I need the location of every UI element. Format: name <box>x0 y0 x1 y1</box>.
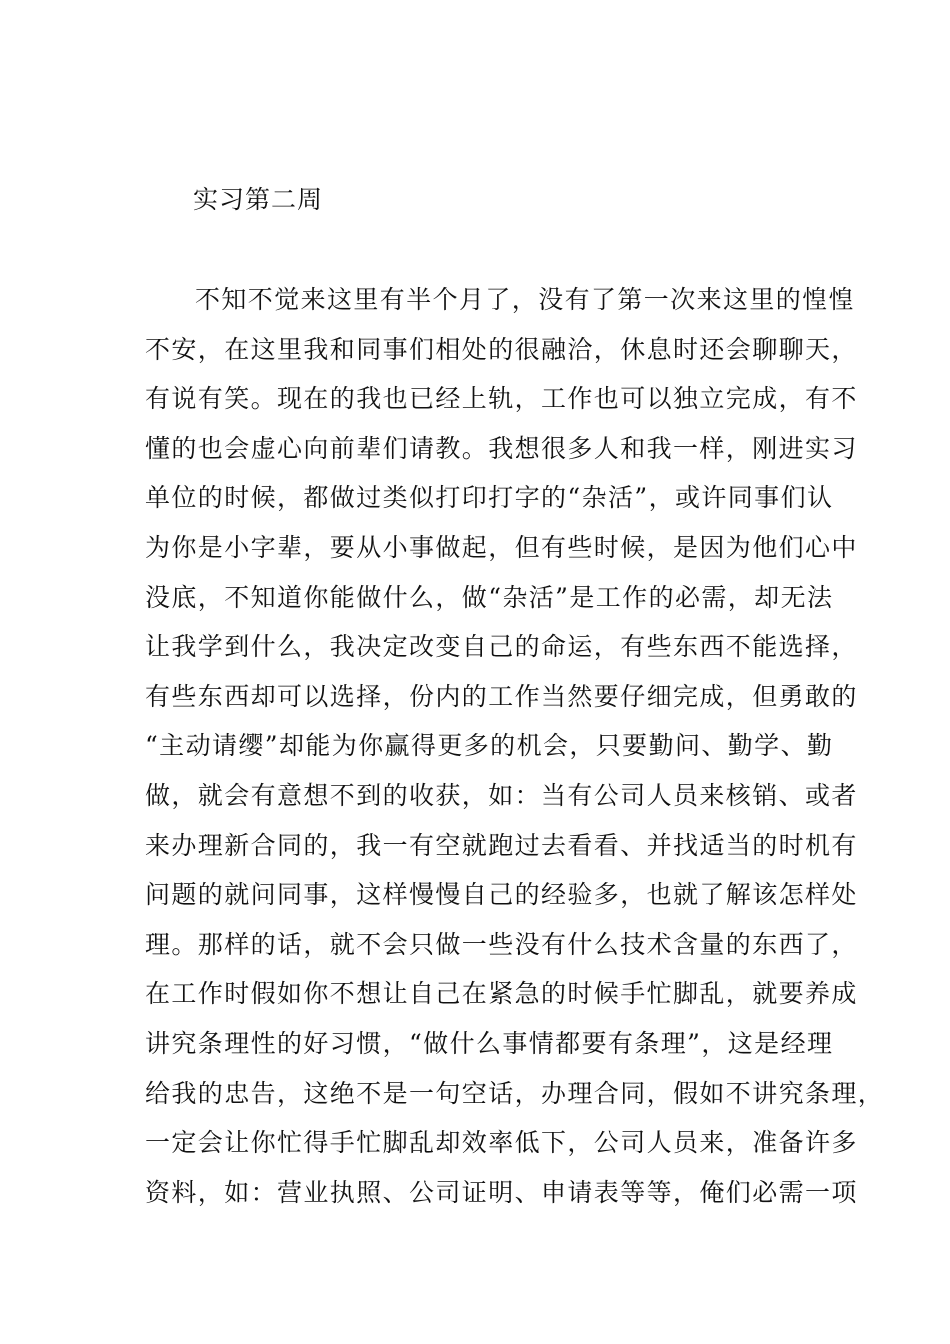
text-line: 做，就会有意想不到的收获，如：当有公司人员来核销、或者 <box>145 780 858 810</box>
text-line: 讲究条理性的好习惯，“做什么事情都要有条理”，这是经理 <box>145 1028 834 1058</box>
text-line: 让我学到什么，我决定改变自己的命运，有些东西不能选择， <box>145 632 858 662</box>
text-line: 不安，在这里我和同事们相处的很融洽，休息时还会聊聊天， <box>145 334 858 364</box>
text-line: 一定会让你忙得手忙脚乱却效率低下，公司人员来，准备许多 <box>145 1128 858 1158</box>
text-line: 资料，如：营业执照、公司证明、申请表等等，俺们必需一项 <box>145 1177 858 1207</box>
text-line: 问题的就问同事，这样慢慢自己的经验多，也就了解该怎样处 <box>145 880 858 910</box>
text-line: 有说有笑。现在的我也已经上轨，工作也可以独立完成，有不 <box>145 384 858 414</box>
section-heading: 实习第二周 <box>193 185 324 214</box>
text-line: 给我的忠告，这绝不是一句空话，办理合同，假如不讲究条理， <box>145 1078 885 1108</box>
text-line: 在工作时假如你不想让自己在紧急的时候手忙脚乱，就要养成 <box>145 979 858 1009</box>
body-paragraph <box>145 282 885 1224</box>
text-line: “主动请缨”却能为你赢得更多的机会，只要勤问、勤学、勤 <box>145 731 834 761</box>
text-line: 理。那样的话，就不会只做一些没有什么技术含量的东西了， <box>145 929 858 959</box>
text-line: 不知不觉来这里有半个月了，没有了第一次来这里的惶惶 <box>195 285 856 314</box>
text-line: 为你是小字辈，要从小事做起，但有些时候，是因为他们心中 <box>145 532 858 562</box>
text-line: 懂的也会虚心向前辈们请教。我想很多人和我一样，刚进实习 <box>145 433 858 463</box>
text-line: 单位的时候，都做过类似打印打字的“杂活”，或许同事们认 <box>145 483 834 513</box>
text-line: 没底，不知道你能做什么，做“杂活”是工作的必需，却无法 <box>145 582 834 612</box>
text-line: 来办理新合同的，我一有空就跑过去看看、并找适当的时机有 <box>145 830 858 860</box>
text-line: 有些东西却可以选择，份内的工作当然要仔细完成，但勇敢的 <box>145 681 858 711</box>
